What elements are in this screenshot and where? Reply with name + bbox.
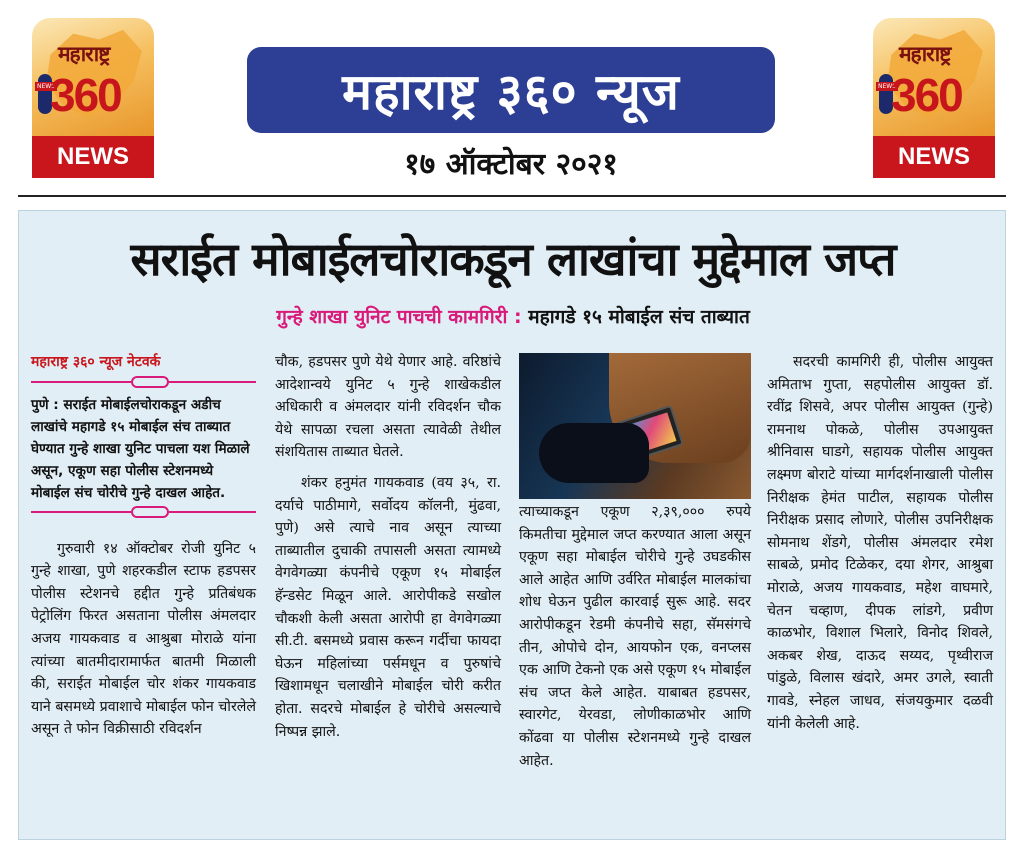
logo-mic-tag: NEWS (37, 83, 56, 90)
article-subhead (19, 303, 1007, 329)
brand-logo-left (32, 18, 154, 178)
stolen-phone-photo (519, 353, 751, 499)
byline: महाराष्ट्र ३६० न्यूज नेटवर्क (31, 354, 161, 370)
column-1 (31, 351, 256, 741)
logo-title: महाराष्ट्र (58, 42, 110, 66)
logo-title: महाराष्ट्र (899, 42, 951, 66)
logo-map-panel (873, 18, 995, 136)
logo-number: 360 (50, 69, 121, 121)
column-4 (767, 351, 993, 735)
gloved-hand-icon (539, 423, 649, 483)
column-2 (275, 351, 501, 743)
body-paragraph: शंकर हनुमंत गायकवाड (वय ३५, रा. दर्याचे पाठीमागे, सर्वोदय कॉलनी, मुंढवा, पुणे) असे त्याचे नाव असून त्याच्या ताब्यातील दुचाकी तपासली असता त्यामध्ये वेगवेगळ्या कंपनीचे एकूण १५ मोबाईल हॅन्डसेट मिळून आले. आरोपीकडे सखोल चौकशी केली असता आरोपी हा वेगवेगळ्या सी.टी. बसमध्ये प्रवास करून गर्दीचा फायदा घेऊन महिलांच्या पर्समधून व पुरुषांचे खिशामधून चलाखीने मोबाईल चोरी करीत होता. सदरचे मोबाईल हे चोरीचे असल्याचे निष्पन्न झाले. (275, 474, 501, 740)
ornament-divider (31, 506, 256, 518)
logo-number: 360 (891, 69, 962, 121)
masthead-banner: महाराष्ट्र ३६० न्यूज (247, 47, 775, 133)
body-paragraph: चौक, हडपसर पुणे येथे येणार आहे. वरिष्ठांचे आदेशान्वये युनिट ५ गुन्हे शाखेकडील अधिकारी व अंमलदार यांनी रविदर्शन चौक येथे सापळा रचला असता त्यावेळी तेथील संशयितास ताब्यात घेतले. (275, 354, 501, 461)
column-3 (519, 501, 751, 772)
masthead-divider (18, 195, 1006, 197)
brand-logo-right (873, 18, 995, 178)
subhead-kicker: गुन्हे शाखा युनिट पाचची कामगिरी : (276, 306, 522, 328)
body-paragraph: सदरची कामगिरी ही, पोलीस आयुक्त अमिताभ गुप्ता, सहपोलीस आयुक्त डॉ. रवींद्र शिसवे, अपर पोलीस आयुक्त (गुन्हे) रामनाथ पोकळे, पोलीस उपआयुक्त श्रीनिवास घाडगे, सहायक पोलीस आयुक्त लक्ष्मण बोराटे यांच्या मार्गदर्शनाखाली पोलीस निरीक्षक हेमंत पाटील, सहायक पोलीस निरीक्षक प्रसाद लोणारे, पोलीस उपनिरीक्षक सोमनाथ शेंडगे, पोलीस अंमलदार रमेश साबळे, प्रमोद टिळेकर, दया शेगर, आश्रुबा मोराळे, अजय गायकवाड, महेश वाघमारे, चेतन चव्हाण, दीपक लांडगे, प्रवीण काळभोर, विशाल भिलारे, विनोद शिवले, अकबर शेख, दाऊद सय्यद, पृथ्वीराज पांडुळे, विलास खंदारे, अमर उगले, स्वाती गावडे, स्नेहल जाधव, संजयकुमार दळवी यांनी केलेली आहे. (767, 354, 993, 732)
logo-mic-tag: NEWS (878, 83, 897, 90)
article-headline: सराईत मोबाईलचोराकडून लाखांचा मुद्देमाल जप्त (130, 232, 896, 286)
subhead-main: महागडे १५ मोबाईल संच ताब्यात (528, 306, 750, 328)
logo-news-label: NEWS (873, 136, 995, 178)
body-paragraph: गुरुवारी १४ ऑक्टोबर रोजी युनिट ५ गुन्हे शाखा, पुणे शहरकडील स्टाफ हडपसर पोलीस स्टेशनचे हद्दीत गुन्हे प्रतिबंधक पेट्रोलिंग फिरत असताना पोलीस अंमलदार अजय गायकवाड व आश्रुबा मोराळे यांना त्यांच्या बातमीदारामार्फत बातमी मिळाली की, सराईत मोबाईल चोर शंकर गायकवाड याने बसमध्ये प्रवाशाचे मोबाईल फोन चोरलेले असून ते फोन विक्रीसाठी रविदर्शन (31, 540, 256, 738)
ornament-divider (31, 376, 256, 388)
logo-map-panel (32, 18, 154, 136)
logo-news-label: NEWS (32, 136, 154, 178)
lead-paragraph: पुणे : सराईत मोबाईलचोराकडून अडीच लाखांचे महागडे १५ मोबाईल संच ताब्यात घेण्यात गुन्हे शाखा युनिट पाचला यश मिळाले असून, एकूण सहा पोलीस स्टेशनमध्ये मोबाईल संच चोरीचे गुन्हे दाखल आहेत. (31, 396, 250, 501)
article-frame (18, 210, 1006, 840)
issue-date: १७ ऑक्टोबर २०२१ (404, 147, 618, 182)
body-paragraph: त्याच्याकडून एकूण २,३९,००० रुपये किमतीचा मुद्देमाल जप्त करण्यात आला असून एकूण सहा मोबाईल चोरीचे गुन्हे उघडकीस आले आहेत आणि उर्वरित मोबाईल मालकांचा शोध घेऊन पुढील कारवाई सुरू आहे. सदर आरोपीकडून रेडमी कंपनीचे सहा, सॅमसंगचे तीन, ओपोचे दोन, आयफोन एक, वनप्लस एक आणि टेकनो एक असे एकूण १५ मोबाईल संच जप्त केले आहेत. याबाबत हडपसर, स्वारगेट, येरवडा, लोणीकाळभोर आणि कोंढवा या पोलीस स्टेशनमध्ये गुन्हे दाखल आहेत. (519, 504, 751, 769)
